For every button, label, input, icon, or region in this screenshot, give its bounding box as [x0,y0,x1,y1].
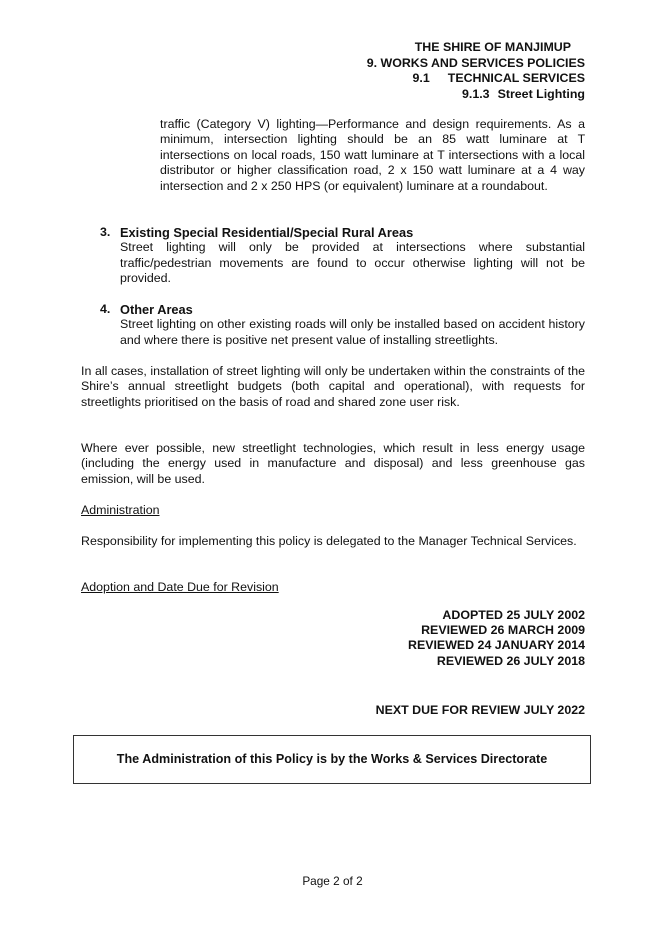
page-header [367,40,585,102]
header-policy-number: 9.1.3 [462,86,490,101]
continued-text [160,117,585,194]
next-review-date: NEXT DUE FOR REVIEW JULY 2022 [375,703,585,717]
list-item-number: 4. [100,302,111,316]
text-line: Where ever possible, new streetlight technologies, which result in less energy usage [81,441,585,455]
list-item-heading: Other Areas [120,302,193,317]
text-line: In all cases, installation of street lighting will only be undertaken within the [81,364,487,378]
reviewed-date: REVIEWED 26 JULY 2018 [436,653,585,668]
text-line: local distributor or higher classification road, 2 x 150 watt luminare at a [160,147,585,178]
paragraph-all-cases [81,364,585,410]
text-line: Responsibility for implementing this policy is delegated to the Manager Technical [81,534,523,548]
text-line: traffic/pedestrian movements are found to occur otherwise lighting will not be [120,255,585,270]
text-line: (including the energy used in manufacture and disposal) and less greenhouse gas [81,456,585,471]
heading-adoption: Adoption and Date Due for Revision [81,580,279,594]
administration-box [73,735,591,784]
paragraph-technologies [81,441,585,487]
header-policy-title: Street Lighting [497,86,585,101]
text-line: Street lighting on other existing roads will only be installed based on accident [120,317,545,332]
header-subsection-number: 9.1 [412,71,430,85]
text-line: traffic (Category V) lighting—Performance and design requirements. As [160,117,572,131]
list-item-special-residential [100,225,585,287]
header-subsection-title: TECHNICAL SERVICES [447,71,585,85]
text-line: emission, will be used. [81,471,205,486]
reviewed-date: REVIEWED 24 JANUARY 2014 [408,638,585,653]
list-item-body [100,317,585,348]
list-item-heading: Existing Special Residential/Special Rural Areas [120,225,414,240]
text-line: history and where there is positive net present value of installing streetlights. [120,317,585,347]
text-line: 4 way intersection and 2 x 250 HPS (or equivalent) luminare at a [160,163,585,193]
header-subsection [367,71,585,87]
list-item-number: 3. [100,225,111,239]
paragraph-responsibility [81,534,585,549]
heading-administration: Administration [81,503,160,517]
text-line: a minimum, intersection lighting should be an 85 watt luminare at T [160,117,585,147]
list-item-other-areas [100,302,585,348]
administration-box-text: The Administration of this Policy is by the Works & Services Directorate [116,751,548,766]
header-organisation: THE SHIRE OF MANJIMUP [414,40,571,54]
text-line: with requests for streetlights prioritised on the basis of road and shared zone user [81,379,585,409]
text-line: constraints of the Shire’s annual streetlight budgets (both capital and operational), [81,364,585,394]
text-line: intersections on local roads, 150 watt luminare at T intersections with a [160,147,556,162]
text-line: Services. [525,534,577,548]
text-line: roundabout. [481,178,548,193]
text-line: risk. [437,394,460,409]
adoption-dates [408,608,585,669]
reviewed-date: REVIEWED 26 MARCH 2009 [421,623,585,638]
text-line: Street lighting will only be provided at intersections where substantial [120,240,585,255]
list-item-body [100,240,585,286]
header-policy [367,87,585,103]
text-line: provided. [120,271,171,286]
header-section: 9. WORKS AND SERVICES POLICIES [366,55,585,70]
adopted-date: ADOPTED 25 JULY 2002 [442,608,585,622]
page-number: Page 2 of 2 [302,874,363,888]
